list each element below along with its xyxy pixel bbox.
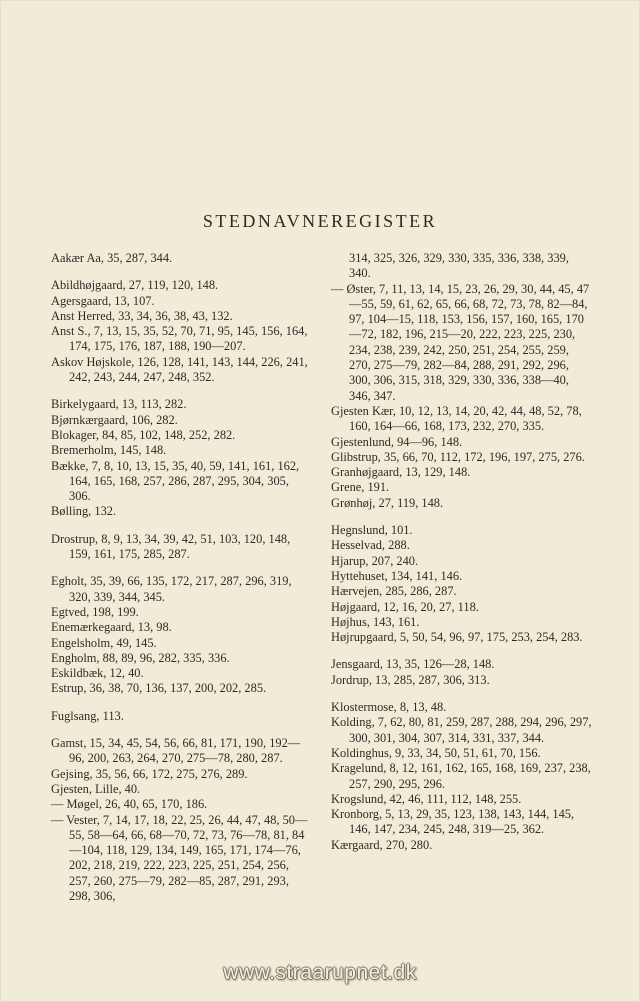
index-entry: Krogslund, 42, 46, 111, 112, 148, 255. [331, 791, 522, 806]
index-entry: Højhus, 143, 161. [331, 614, 420, 629]
index-entry: Højgaard, 12, 16, 20, 27, 118. [331, 599, 479, 614]
index-entry: Hjarup, 207, 240. [331, 553, 419, 568]
index-entry: Gjestenlund, 94—96, 148. [331, 434, 463, 449]
index-entry: Kærgaard, 270, 280. [331, 837, 433, 852]
index-entry: Egholt, 35, 39, 66, 135, 172, 217, 287, 296, 319, 320, 339, 344, 345. [51, 574, 292, 604]
page-title: STEDNAVNEREGISTER [202, 211, 438, 231]
index-entry: Gjesten, Lille, 40. [51, 781, 141, 796]
index-entry: Birkelygaard, 13, 113, 282. [51, 397, 187, 412]
index-entry: Højrupgaard, 5, 50, 54, 96, 97, 175, 253, 254, 283. [331, 630, 583, 645]
index-entry: Anst S., 7, 13, 15, 35, 52, 70, 71, 95, 145, 156, 164, 174, 175, 176, 187, 188, 190—207. [51, 324, 308, 354]
index-entry: Egtved, 198, 199. [51, 604, 139, 619]
index-entry: Gjesten Kær, 10, 12, 13, 14, 20, 42, 44, 48, 52, 78, 160, 164—66, 168, 173, 232, 270, 335. [331, 403, 582, 434]
index-entry: Aakær Aa, 35, 287, 344. [51, 251, 173, 265]
index-entry: Hærvejen, 285, 286, 287. [331, 584, 457, 599]
index-entry: Drostrup, 8, 9, 13, 34, 39, 42, 51, 103, 120, 148, 159, 161, 175, 285, 287. [51, 531, 291, 562]
index-entry: Kolding, 7, 62, 80, 81, 259, 287, 288, 294, 296, 297, 300, 301, 304, 307, 314, 331, 337, 344. [331, 715, 592, 745]
index-entry: Bjørnkærgaard, 106, 282. [51, 412, 178, 427]
index-entry: Gamst, 15, 34, 45, 54, 56, 66, 81, 171, 190, 192—96, 200, 263, 264, 270, 275—78, 280, 287. [51, 736, 301, 766]
index-entry: Grønhøj, 27, 119, 148. [331, 495, 444, 510]
index-entry: Gejsing, 35, 56, 66, 172, 275, 276, 289. [51, 766, 248, 781]
index-column-left [51, 251, 313, 904]
index-entry: Fuglsang, 113. [51, 708, 124, 723]
index-entry: — Øster, 7, 11, 13, 14, 15, 23, 26, 29, 30, 44, 45, 47—55, 59, 61, 62, 65, 66, 68, 72, 73, 78, 82—84, 97, 104—15, 118, 153, 156, 157, 160, 165, 170—72, 182, 196, 215—20, 222, 223, 225, 230, 234, 238, 239, 242, 250, 251, 254, 255, 259, 270, 275—79, 282—84, 288, 291, 292, 296, 300, 306, 315, 318, 329, 330, 336, 338—40, 346, 347. [331, 281, 590, 403]
index-entry: Granhøjgaard, 13, 129, 148. [331, 465, 471, 480]
index-entry: Jensgaard, 13, 35, 126—28, 148. [331, 657, 495, 672]
watermark: www.straarupnet.dk [223, 961, 417, 984]
index-entry: — Vester, 7, 14, 17, 18, 22, 25, 26, 44, 47, 48, 50—55, 58—64, 66, 68—70, 72, 73, 76—78, 81, 84—104, 118, 129, 134, 149, 165, 171, 174—76, 202, 218, 219, 222, 223, 225, 251, 254, 256, 257, 260, 275—79, 282—85, 287, 291, 293, 298, 306, [51, 812, 308, 903]
index-column-right [331, 251, 593, 853]
index-entry: Abildhøjgaard, 27, 119, 120, 148. [51, 278, 219, 293]
index-entry: Hesselvad, 288. [331, 538, 410, 553]
index-entry: Bølling, 132. [51, 504, 117, 519]
index-entry: Grene, 191. [331, 480, 390, 495]
index-entry: Koldinghus, 9, 33, 34, 50, 51, 61, 70, 156. [331, 745, 541, 760]
index-entry: Eskildbæk, 12, 40. [51, 666, 144, 681]
index-entry: Blokager, 84, 85, 102, 148, 252, 282. [51, 427, 236, 442]
index-entry: Kragelund, 8, 12, 161, 162, 165, 168, 169, 237, 238, 257, 290, 295, 296. [331, 761, 591, 791]
index-entry: Klostermose, 8, 13, 48. [331, 700, 447, 715]
index-entry: Enemærkegaard, 13, 98. [51, 620, 172, 635]
index-entry: 314, 325, 326, 329, 330, 335, 336, 338, 339, 340. [349, 251, 569, 281]
index-entry: Jordrup, 13, 285, 287, 306, 313. [331, 672, 490, 687]
index-entry: — Møgel, 26, 40, 65, 170, 186. [51, 797, 208, 812]
index-entry: Hegnslund, 101. [331, 523, 413, 538]
index-entry: Bremerholm, 145, 148. [51, 443, 167, 458]
index-entry: Hyttehuset, 134, 141, 146. [331, 568, 463, 583]
index-entry: Kronborg, 5, 13, 29, 35, 123, 138, 143, 144, 145, 146, 147, 234, 245, 248, 319—25, 362. [331, 807, 575, 837]
index-entry: Bække, 7, 8, 10, 13, 15, 35, 40, 59, 141, 161, 162, 164, 165, 168, 257, 286, 287, 295, 304, 305, 306. [51, 458, 300, 504]
index-entry: Askov Højskole, 126, 128, 141, 143, 144, 226, 241, 242, 243, 244, 247, 248, 352. [51, 354, 308, 385]
index-entry: Engholm, 88, 89, 96, 282, 335, 336. [51, 650, 230, 665]
index-entry: Engelsholm, 49, 145. [51, 635, 157, 650]
index-entry: Estrup, 36, 38, 70, 136, 137, 200, 202, 285. [51, 681, 267, 696]
index-entry: Anst Herred, 33, 34, 36, 38, 43, 132. [51, 308, 233, 323]
index-entry: Agersgaard, 13, 107. [51, 293, 155, 308]
index-entry: Glibstrup, 35, 66, 70, 112, 172, 196, 197, 275, 276. [331, 449, 585, 464]
